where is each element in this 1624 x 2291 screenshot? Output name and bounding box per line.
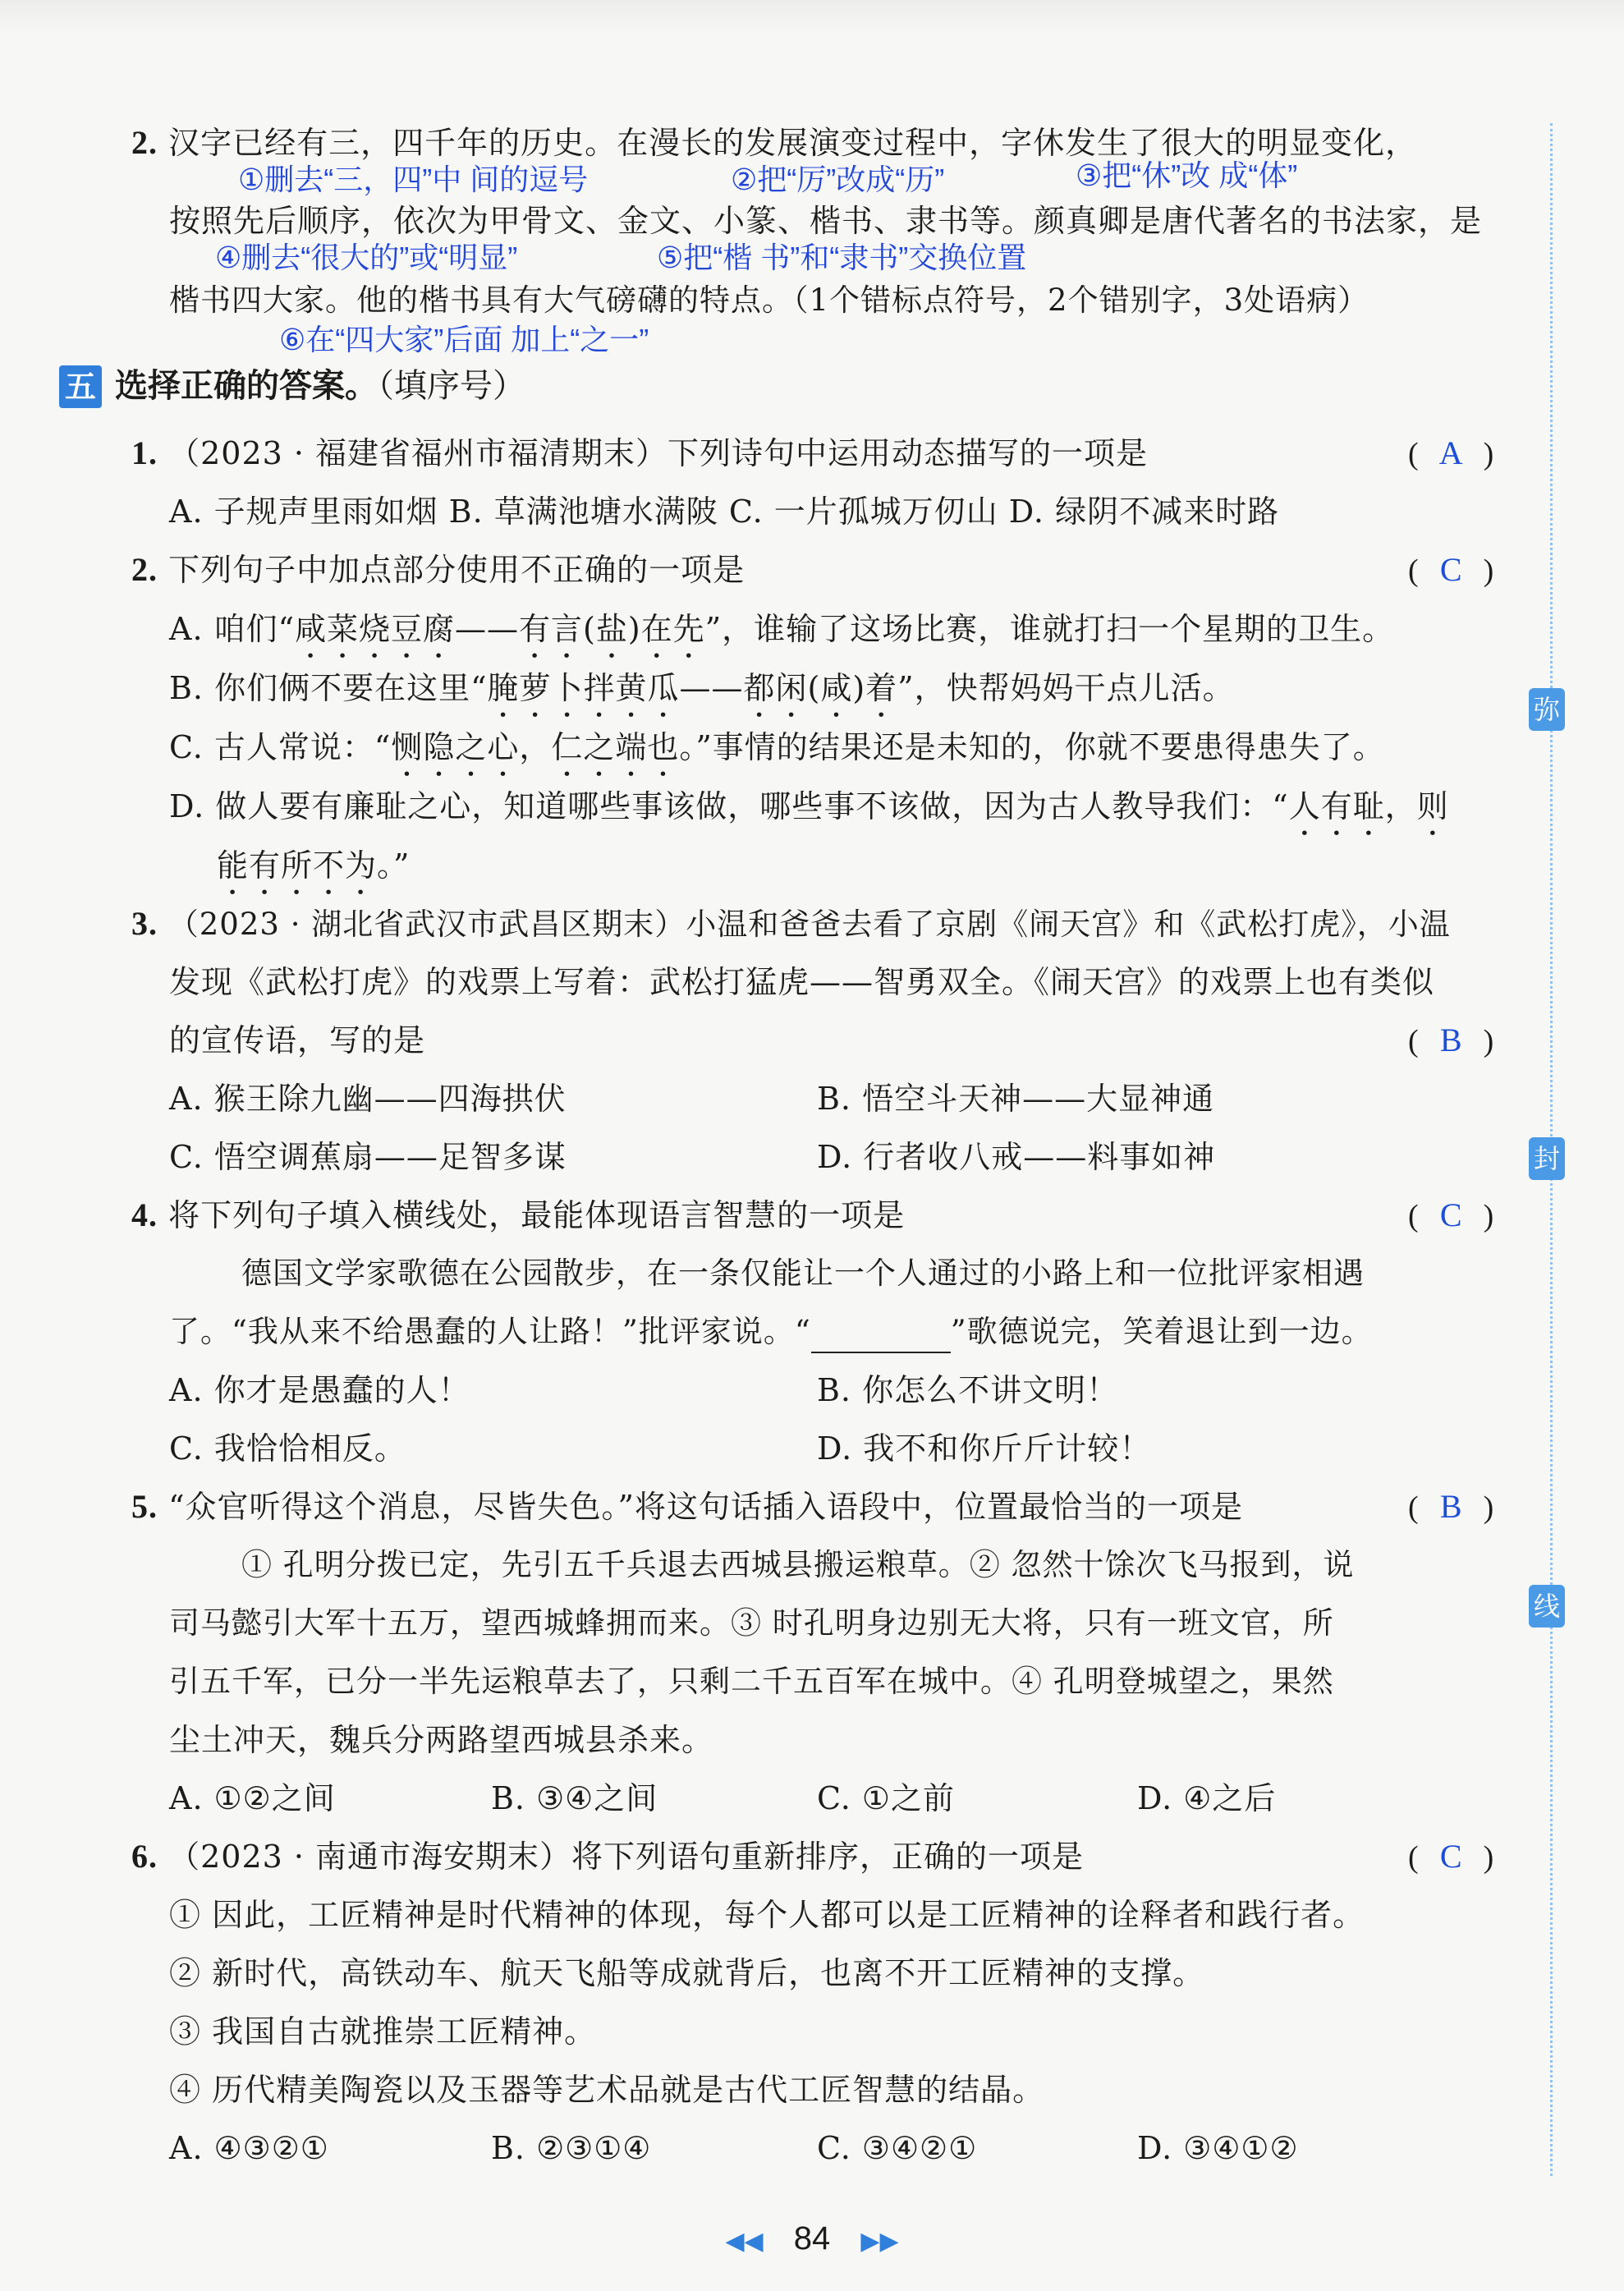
- side-tab-mi: 弥: [1529, 688, 1565, 731]
- q5-stem: [131, 1485, 1243, 1528]
- q4-option-c: C. 我恰恰相反。: [169, 1430, 406, 1467]
- q5-passage-line1: ① 孔明分拨已定，先引五千兵退去西城县搬运粮草。② 忽然十馀次飞马报到，说: [241, 1547, 1355, 1582]
- q5-passage-line3: 引五千军，已分一半先运粮草去了，只剩二千五百军在城中。④ 孔明登城望之，果然: [169, 1664, 1334, 1699]
- q3-option-b: B. 悟空斗天神——大显神通: [817, 1081, 1215, 1117]
- q6-stem-text: （2023 · 南通市海安期末）将下列语句重新排序，正确的一项是: [168, 1839, 1085, 1875]
- q1-number: 1.: [131, 434, 158, 471]
- section-badge: 五: [59, 365, 102, 408]
- q5-option-c: C. ①之前: [817, 1780, 955, 1816]
- q6-answer-box: ( C ): [1408, 1835, 1493, 1879]
- page-footer: [0, 2217, 1624, 2263]
- q2-d-post: 。”: [377, 847, 411, 884]
- q2-number: 2.: [131, 551, 158, 588]
- q1-stem: [131, 432, 1148, 475]
- q6-number: 6.: [131, 1838, 158, 1875]
- q3-option-d: D. 行者收八戒——料事如神: [817, 1139, 1216, 1175]
- q4-answer-box: ( C ): [1408, 1194, 1493, 1237]
- q2-stem: [131, 549, 745, 591]
- q6-option-a: A. ④③②①: [169, 2130, 329, 2166]
- q2-answer: C: [1439, 551, 1462, 588]
- q3-answer: B: [1439, 1022, 1462, 1058]
- q1-stem-text: （2023 · 福建省福州市福清期末）下列诗句中运用动态描写的一项是: [168, 435, 1149, 471]
- q2-c-post: 。”事情的结果还是未知的，你就不要患得患失了。: [679, 729, 1385, 765]
- q6-answer: C: [1439, 1838, 1462, 1875]
- q2-stem-text: 下列句子中加点部分使用不正确的一项是: [168, 552, 745, 588]
- q2-a-pre: A. 咱们“: [169, 611, 296, 647]
- q2-option-d-line2: [217, 844, 410, 902]
- q5-option-a: A. ①②之间: [169, 1780, 336, 1816]
- q5-answer: B: [1439, 1488, 1462, 1525]
- q2-a-dotted: 咸菜烧豆腐——有言(盐)在先: [295, 611, 705, 647]
- section-title-sub: （填序号）: [378, 367, 525, 405]
- q5-passage-line4: 尘土冲天，魏兵分两路望西城县杀来。: [169, 1722, 714, 1758]
- page-number: 84: [793, 2220, 831, 2257]
- q2-option-a: [169, 608, 1394, 665]
- handwriting-note-5: ⑤把“楷 书”和“隶书”交换位置: [657, 241, 1027, 274]
- q5-answer-box: ( B ): [1408, 1485, 1493, 1529]
- q5-option-d: D. ④之后: [1137, 1780, 1277, 1816]
- q2-prev-line3: 楷书四大家。他的楷书具有大气磅礴的特点。（1个错标点符号，2个错别字，3处语病）: [169, 282, 1369, 318]
- q2-d-pre: D. 做人要有廉耻之心，知道哪些事该做，哪些事不该做，因为古人教导我们：“: [169, 788, 1289, 824]
- q4-stem-text: 将下列句子填入横线处，最能体现语言智慧的一项是: [168, 1197, 906, 1233]
- q3-option-a: A. 猴王除九幽——四海拱伏: [169, 1081, 567, 1117]
- q2-b-post: ”，快帮妈妈干点儿活。: [897, 670, 1235, 706]
- q1-options: A. 子规声里雨如烟 B. 草满池塘水满陂 C. 一片孤城万仞山 D. 绿阴不减来时路: [169, 494, 1280, 530]
- q5-passage-line2: 司马懿引大军十五万，望西城蜂拥而来。③ 时孔明身边别无大将，只有一班文官，所: [169, 1605, 1334, 1641]
- q2-b-dotted: 腌萝卜拌黄瓜——都闲(咸)着: [487, 670, 898, 706]
- q3-line3: 的宣传语，写的是: [169, 1022, 426, 1058]
- q4-passage-line1: 德国文学家歌德在公园散步，在一条仅能让一个人通过的小路上和一位批评家相遇: [241, 1256, 1365, 1291]
- q6-option-b: B. ②③①④: [491, 2130, 652, 2166]
- side-tab-feng: 封: [1529, 1137, 1565, 1180]
- q6-option-c: C. ③④②①: [817, 2130, 978, 2166]
- side-tab-xian: 线: [1529, 1585, 1565, 1628]
- q4-fill-blank: [811, 1319, 951, 1353]
- q2-option-b: [169, 667, 1235, 724]
- q3-line1-text: （2023 · 湖北省武汉市武昌区期末）小温和爸爸去看了京剧《闹天宫》和《武松打虎》，小温: [167, 907, 1451, 942]
- q4-option-b: B. 你怎么不讲文明！: [817, 1372, 1119, 1408]
- q6-option-d: D. ③④①②: [1137, 2130, 1299, 2166]
- q2-prev-line2: 按照先后顺序，依次为甲骨文、金文、小篆、楷书、隶书等。颜真卿是唐代著名的书法家，是: [169, 203, 1483, 239]
- q3-line1: [131, 902, 1451, 946]
- q4-p2b: ”歌德说完，笑着退让到一边。: [950, 1314, 1373, 1349]
- q6-sentence-1: ① 因此，工匠精神是时代精神的体现，每个人都可以是工匠精神的诠释者和践行者。: [169, 1897, 1365, 1933]
- q2-a-post: ”，谁输了这场比赛，谁就打扫一个星期的卫生。: [704, 611, 1395, 647]
- q2-c-pre: C. 古人常说：“: [169, 729, 392, 765]
- q2-c-dotted: 恻隐之心，仁之端也: [391, 729, 680, 765]
- q1-answer-box: ( A ): [1408, 432, 1493, 475]
- q2-answer-box: ( C ): [1408, 549, 1493, 592]
- scan-shade: [0, 0, 1624, 33]
- prev-arrows-icon: ◀◀: [725, 2228, 764, 2255]
- q3-number: 3.: [131, 905, 158, 942]
- q6-sentence-3: ③ 我国自古就推崇工匠精神。: [169, 2013, 597, 2050]
- q3-line2: 发现《武松打虎》的戏票上写着：武松打猛虎——智勇双全。《闹天宫》的戏票上也有类似: [169, 964, 1435, 1000]
- q2-d-dotted2: 能有所不为: [217, 847, 378, 884]
- handwriting-note-6: ⑥在“四大家”后面 加上“之一”: [279, 323, 649, 356]
- q4-option-a: A. 你才是愚蠢的人！: [169, 1372, 470, 1408]
- q6-sentence-4: ④ 历代精美陶瓷以及玉器等艺术品就是古代工匠智慧的结晶。: [169, 2072, 1045, 2108]
- q4-option-d: D. 我不和你斤斤计较！: [817, 1430, 1152, 1467]
- q2-d-dotted1: 人有耻，则: [1288, 788, 1449, 824]
- q2-option-d-line1: [169, 785, 1449, 842]
- q6-stem: [131, 1835, 1084, 1878]
- q6-sentence-2: ② 新时代，高铁动车、航天飞船等成就背后，也离不开工匠精神的支撑。: [169, 1955, 1205, 1991]
- q2-b-pre: B. 你们俩不要在这里“: [169, 670, 488, 706]
- handwriting-note-4: ④删去“很大的”或“明显”: [215, 241, 518, 274]
- q2-option-c: [169, 726, 1385, 783]
- q2-prev-number: 2.: [131, 124, 158, 161]
- section-title: [115, 365, 525, 407]
- next-arrows-icon: ▶▶: [860, 2228, 899, 2255]
- q4-number: 4.: [131, 1196, 158, 1233]
- q3-answer-box: ( B ): [1408, 1019, 1493, 1063]
- q5-stem-text: “众官听得这个消息，尽皆失色。”将这句话插入语段中，位置最恰当的一项是: [168, 1489, 1243, 1525]
- q5-option-b: B. ③④之间: [491, 1780, 658, 1816]
- handwriting-note-1: ①删去“三，四”中 间的逗号: [238, 163, 589, 196]
- section-title-text: 选择正确的答案。: [115, 366, 378, 405]
- q4-p2a: 了。“我从来不给愚蠢的人让路！”批评家说。“: [169, 1314, 811, 1349]
- q3-option-c: C. 悟空调蕉扇——足智多谋: [169, 1139, 567, 1175]
- q4-passage-line2: [169, 1311, 1373, 1353]
- handwriting-note-3: ③把“休”改 成“体”: [1076, 158, 1298, 192]
- q4-answer: C: [1439, 1196, 1462, 1233]
- q5-number: 5.: [131, 1488, 158, 1525]
- q4-stem: [131, 1194, 905, 1237]
- q1-answer: A: [1438, 434, 1463, 471]
- q2-prev-text1: 汉字已经有三，四千年的历史。在漫长的发展演变过程中，字休发生了很大的明显变化，: [168, 125, 1418, 161]
- handwriting-note-2: ②把“厉”改成“历”: [731, 163, 945, 196]
